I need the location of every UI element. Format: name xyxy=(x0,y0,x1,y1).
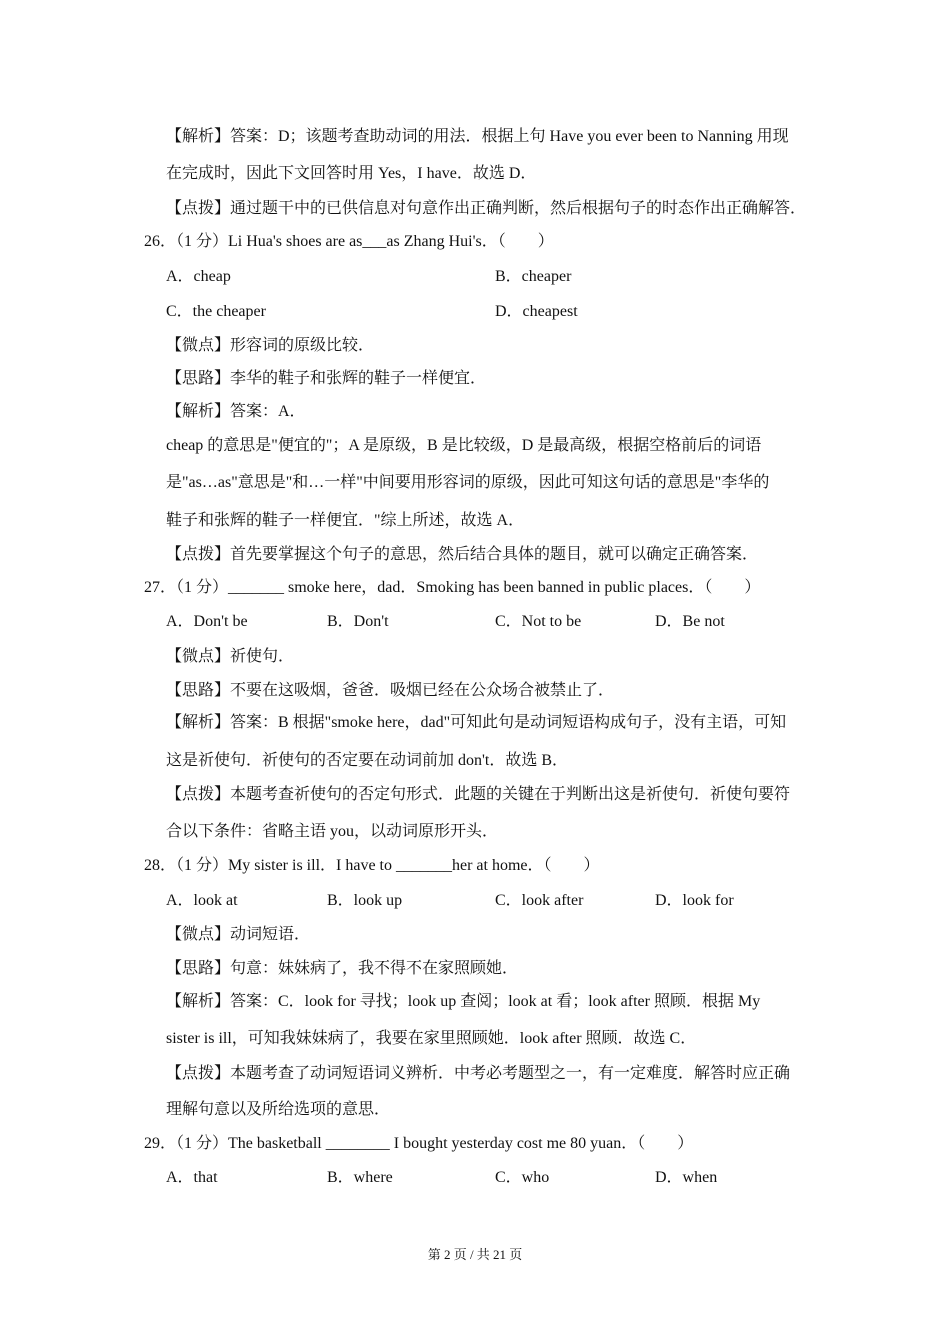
page-footer: 第 2 页 / 共 21 页 xyxy=(427,1247,523,1262)
analysis-line: 是"as…as"意思是"和…一样"中间要用形容词的原级，因此可知这句话的意思是"李华的 xyxy=(166,474,770,491)
option-d: D．look for xyxy=(655,892,734,909)
option-c: C．look after xyxy=(495,892,584,909)
analysis-line: 【解析】答案：B 根据"smoke here，dad"可知此句是动词短语构成句子，没有主语，可知 xyxy=(166,714,787,731)
option-c: C．Not to be xyxy=(495,613,582,630)
tip-line: 【点拨】通过题干中的已供信息对句意作出正确判断，然后根据句子的时态作出正确解答． xyxy=(166,200,807,217)
option-a: A．that xyxy=(166,1169,218,1186)
option-d: D．when xyxy=(655,1169,718,1186)
option-b: B．where xyxy=(327,1169,393,1186)
option-b: B．Don't xyxy=(327,613,389,630)
tip-line: 【点拨】本题考查了动词短语词义辨析．中考必考题型之一，有一定难度．解答时应正确 xyxy=(166,1065,791,1082)
analysis-line: sister is ill，可知我妹妹病了，我要在家里照顾她．look after 照顾．故选 C． xyxy=(166,1030,697,1047)
option-a: A．Don't be xyxy=(166,613,248,630)
option-b: B．look up xyxy=(327,892,403,909)
option-b: B．cheaper xyxy=(495,268,572,285)
option-a: A．cheap xyxy=(166,268,231,285)
option-c: C．who xyxy=(495,1169,550,1186)
point-line: 【微点】动词短语． xyxy=(166,926,311,943)
tip-line: 【点拨】首先要掌握这个句子的意思，然后结合具体的题目，就可以确定正确答案． xyxy=(166,546,759,563)
analysis-line: 【解析】答案：C．look for 寻找；look up 查阅；look at 看；look after 照顾．根据 My xyxy=(166,993,761,1010)
analysis-line: 在完成时，因此下文回答时用 Yes，I have．故选 D． xyxy=(166,165,537,182)
option-d: D．cheapest xyxy=(495,303,578,320)
question-26-stem: 26．（1 分）Li Hua's shoes are as___as Zhang Hui's．（ ） xyxy=(144,233,554,250)
idea-line: 【思路】不要在这吸烟，爸爸．吸烟已经在公众场合被禁止了． xyxy=(166,682,615,699)
question-29-stem: 29．（1 分）The basketball ________ I bought yesterday cost me 80 yuan．（ ） xyxy=(144,1135,694,1152)
tip-line: 理解句意以及所给选项的意思． xyxy=(166,1101,391,1118)
option-c: C．the cheaper xyxy=(166,303,266,320)
tip-line: 合以下条件：省略主语 you，以动词原形开头． xyxy=(166,823,499,840)
tip-line: 【点拨】本题考查祈使句的否定句形式．此题的关键在于判断出这是祈使句．祈使句要符 xyxy=(166,786,791,803)
question-27-stem: 27．（1 分）_______ smoke here，dad．Smoking has been banned in public places．（ ） xyxy=(144,579,761,596)
point-line: 【微点】形容词的原级比较． xyxy=(166,337,375,354)
analysis-line: 【解析】答案：A． xyxy=(166,403,306,420)
option-d: D．Be not xyxy=(655,613,725,630)
analysis-line: 这是祈使句．祈使句的否定要在动词前加 don't．故选 B． xyxy=(166,752,569,769)
analysis-line: 【解析】答案：D；该题考查助动词的用法．根据上句 Have you ever been to Nanning 用现 xyxy=(166,128,789,145)
question-28-stem: 28．（1 分）My sister is ill．I have to _______her at home．（ ） xyxy=(144,857,600,874)
analysis-line: 鞋子和张辉的鞋子一样便宜．"综上所述，故选 A． xyxy=(166,512,525,529)
idea-line: 【思路】句意：妹妹病了，我不得不在家照顾她． xyxy=(166,960,519,977)
option-a: A．look at xyxy=(166,892,238,909)
analysis-line: cheap 的意思是"便宜的"；A 是原级，B 是比较级，D 是最高级，根据空格前后的词语 xyxy=(166,437,762,454)
idea-line: 【思路】李华的鞋子和张辉的鞋子一样便宜． xyxy=(166,370,487,387)
point-line: 【微点】祈使句． xyxy=(166,648,295,665)
